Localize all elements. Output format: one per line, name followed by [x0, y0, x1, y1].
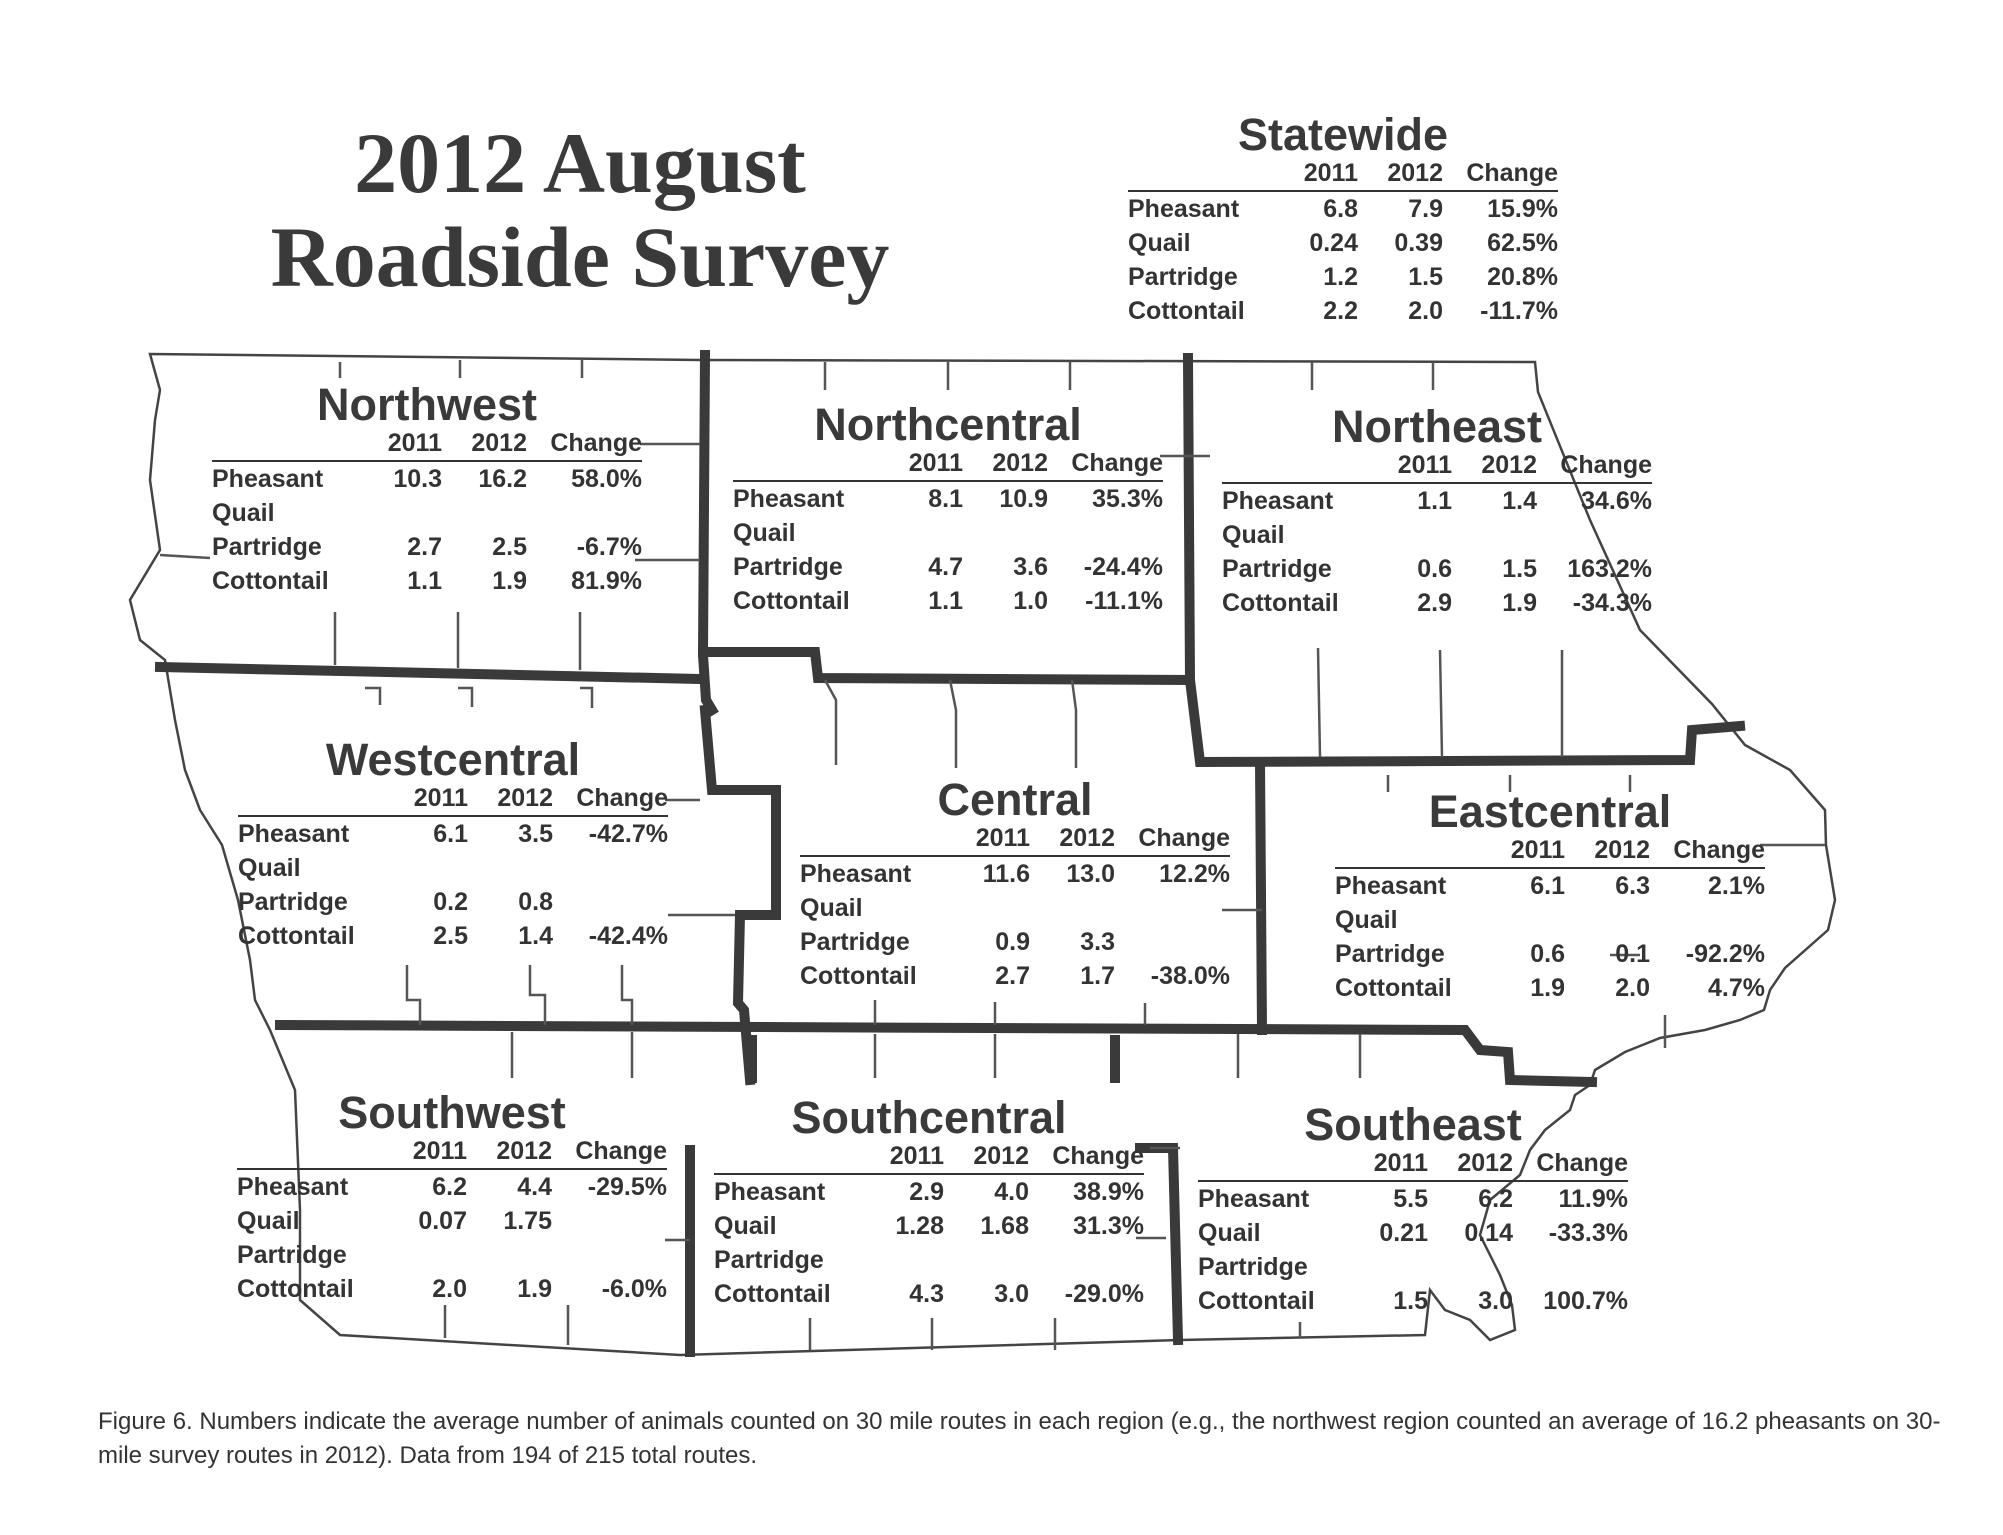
table-cell [1358, 1250, 1428, 1284]
species-label: Quail [733, 519, 796, 547]
table-cell: 6.2 [1478, 1185, 1513, 1213]
column-header-change: Change [1029, 1143, 1144, 1174]
table-cell: 1.4 [518, 922, 553, 950]
table-cell [468, 851, 553, 885]
table-cell: 3.0 [1478, 1287, 1513, 1315]
table-cell: 1.9 [1530, 974, 1565, 1002]
table-cell: 0.07 [418, 1207, 467, 1235]
table-cell: -6.7% [576, 533, 642, 561]
column-header-change: Change [1537, 452, 1652, 483]
table-cell: 81.9% [571, 567, 642, 595]
species-label: Quail [800, 894, 863, 922]
table-header-row [237, 1138, 667, 1169]
column-header-y1: 2011 [893, 450, 963, 481]
column-header-y1: 2011 [960, 825, 1030, 856]
species-label: Cottontail [238, 922, 355, 950]
species-label: Quail [237, 1207, 300, 1235]
table-cell: 11.6 [982, 860, 1030, 888]
boundary-nc-c [703, 652, 1188, 680]
table-row [714, 1277, 1144, 1311]
table-header-row [212, 430, 642, 461]
species-label: Cottontail [1128, 297, 1245, 325]
table-cell: 163.2% [1567, 555, 1652, 583]
species-label: Cottontail [1335, 974, 1452, 1002]
table-row [1198, 1216, 1628, 1250]
table-cell: -29.0% [1064, 1280, 1144, 1308]
table-header-row [800, 825, 1230, 856]
table-row [212, 530, 642, 564]
species-label: Cottontail [212, 567, 329, 595]
table-cell [442, 496, 527, 530]
table-row [1222, 518, 1652, 552]
table-cell: 2.5 [492, 533, 527, 561]
table-cell: 1.2 [1323, 263, 1358, 291]
species-label: Quail [1222, 521, 1285, 549]
region-table [1128, 160, 1558, 328]
table-cell: 62.5% [1487, 229, 1558, 257]
table-cell: 1.5 [1408, 263, 1443, 291]
table-row [714, 1209, 1144, 1243]
table-cell: 20.8% [1487, 263, 1558, 291]
table-cell: 100.7% [1543, 1287, 1628, 1315]
column-header-y2: 2012 [468, 785, 553, 816]
table-cell: 6.8 [1323, 195, 1358, 223]
column-header-y1: 2011 [372, 430, 442, 461]
region-name: Central [937, 774, 1093, 825]
table-cell: 8.1 [928, 485, 963, 513]
column-header-y1: 2011 [398, 785, 468, 816]
boundary-nw-wc [160, 667, 700, 679]
table-row [1335, 971, 1765, 1005]
table-cell: 6.1 [433, 820, 468, 848]
species-label: Quail [714, 1212, 777, 1240]
table-cell: 2.0 [1615, 974, 1650, 1002]
table-row [1222, 586, 1652, 620]
table-cell: -42.7% [588, 820, 668, 848]
species-label: Partridge [238, 888, 348, 916]
table-row [800, 891, 1230, 925]
table-cell: 1.0 [1013, 587, 1048, 615]
column-header-change: Change [553, 785, 668, 816]
table-cell [553, 851, 668, 885]
table-cell [944, 1243, 1029, 1277]
table-cell: 0.6 [1530, 940, 1565, 968]
table-cell: 2.0 [1408, 297, 1443, 325]
table-cell [1495, 903, 1565, 937]
table-cell [1048, 516, 1163, 550]
column-header-change: Change [552, 1138, 667, 1169]
table-cell: 1.9 [492, 567, 527, 595]
table-cell: -29.5% [587, 1173, 667, 1201]
species-label: Cottontail [800, 962, 917, 990]
table-cell [553, 885, 668, 919]
table-row [800, 925, 1230, 959]
region-table [714, 1143, 1144, 1311]
table-cell: -34.3% [1572, 589, 1652, 617]
table-cell: -11.7% [1480, 297, 1558, 325]
region-eastcentral [1335, 787, 1765, 1005]
table-cell: 58.0% [571, 465, 642, 493]
table-cell [1513, 1250, 1628, 1284]
species-label: Cottontail [714, 1280, 831, 1308]
table-cell: 0.9 [995, 928, 1030, 956]
species-label: Cottontail [1222, 589, 1339, 617]
table-cell: 11.9% [1558, 1185, 1628, 1213]
table-row [714, 1174, 1144, 1209]
table-cell: 1.1 [407, 567, 442, 595]
species-label: Pheasant [1128, 195, 1240, 223]
column-header-change: Change [1048, 450, 1163, 481]
table-cell: 2.9 [1417, 589, 1452, 617]
region-name: Northcentral [814, 399, 1082, 450]
table-cell: 13.0 [1066, 860, 1115, 888]
column-header-change: Change [1115, 825, 1230, 856]
table-cell: 1.75 [503, 1207, 552, 1235]
table-cell: 2.0 [432, 1275, 467, 1303]
table-cell [1115, 925, 1230, 959]
table-cell: 1.1 [928, 587, 963, 615]
column-header-change: Change [527, 430, 642, 461]
region-central [800, 775, 1230, 993]
table-cell: 2.7 [995, 962, 1030, 990]
boundary-sc-se [1140, 1148, 1178, 1340]
column-header-y2: 2012 [1565, 837, 1650, 868]
table-cell: 2.5 [433, 922, 468, 950]
region-name: Eastcentral [1428, 786, 1672, 837]
region-northeast [1222, 402, 1652, 620]
region-table [733, 450, 1163, 618]
region-southeast [1198, 1100, 1628, 1318]
table-cell: 2.7 [407, 533, 442, 561]
column-header-y2: 2012 [963, 450, 1048, 481]
column-header-change: Change [1650, 837, 1765, 868]
column-header-y2: 2012 [1030, 825, 1115, 856]
table-cell: -92.2% [1685, 940, 1765, 968]
table-cell: 0.1 [1615, 940, 1650, 968]
boundary-c-ec [1260, 762, 1262, 1030]
species-label: Quail [1198, 1219, 1261, 1247]
table-cell [1428, 1250, 1513, 1284]
table-cell: 38.9% [1073, 1178, 1144, 1206]
table-row [733, 584, 1163, 618]
figure-caption: Figure 6. Numbers indicate the average number of animals counted on 30 mile routes in each region (e.g., the northwest region counted an average of 16.2 pheasants on 30-mile survey routes in 2012). Data from 194 of 215 total routes. [98, 1408, 1941, 1469]
table-cell: -38.0% [1150, 962, 1230, 990]
column-header-y2: 2012 [1428, 1150, 1513, 1181]
table-cell: -33.3% [1548, 1219, 1628, 1247]
region-southcentral [714, 1093, 1144, 1311]
table-header-row [1198, 1150, 1628, 1181]
table-cell: 31.3% [1073, 1212, 1144, 1240]
table-cell: 10.3 [393, 465, 442, 493]
table-header-row [714, 1143, 1144, 1174]
table-cell: 1.5 [1502, 555, 1537, 583]
table-cell: 1.4 [1502, 487, 1537, 515]
table-cell: 1.9 [1502, 589, 1537, 617]
region-northwest [212, 380, 642, 598]
table-cell: 2.2 [1323, 297, 1358, 325]
region-name: Northeast [1331, 401, 1543, 452]
table-cell: 4.3 [909, 1280, 944, 1308]
table-cell [398, 851, 468, 885]
table-row [1128, 294, 1558, 328]
table-cell [552, 1204, 667, 1238]
table-row [212, 564, 642, 598]
column-header-y2: 2012 [1452, 452, 1537, 483]
region-table [800, 825, 1230, 993]
table-row [238, 816, 668, 851]
table-cell: 4.0 [994, 1178, 1029, 1206]
species-label: Cottontail [237, 1275, 354, 1303]
species-label: Pheasant [238, 820, 350, 848]
table-cell: 34.6% [1581, 487, 1652, 515]
region-westcentral [238, 735, 668, 953]
page-title-line-1: 2012 August [354, 115, 806, 211]
table-cell [963, 516, 1048, 550]
region-name: Southcentral [791, 1092, 1067, 1143]
species-label: Quail [238, 854, 301, 882]
table-cell: -24.4% [1083, 553, 1163, 581]
region-table [1222, 452, 1652, 620]
table-cell: 0.21 [1379, 1219, 1428, 1247]
table-cell: 1.5 [1393, 1287, 1428, 1315]
table-cell [467, 1238, 552, 1272]
species-label: Partridge [714, 1246, 824, 1274]
table-cell: 1.28 [895, 1212, 944, 1240]
table-cell: 2.1% [1708, 872, 1765, 900]
table-cell [527, 496, 642, 530]
table-row [1198, 1181, 1628, 1216]
table-row [237, 1272, 667, 1306]
table-cell: 15.9% [1487, 195, 1558, 223]
region-name: Northwest [316, 379, 537, 430]
region-statewide [1128, 110, 1558, 328]
species-label: Partridge [733, 553, 843, 581]
table-row [1198, 1250, 1628, 1284]
region-table [212, 430, 642, 598]
table-row [238, 851, 668, 885]
table-row [237, 1204, 667, 1238]
table-row [1335, 868, 1765, 903]
table-cell [552, 1238, 667, 1272]
table-row [1128, 260, 1558, 294]
region-table [237, 1138, 667, 1306]
table-row [1198, 1284, 1628, 1318]
table-cell: 3.0 [994, 1280, 1029, 1308]
table-cell: 1.1 [1417, 487, 1452, 515]
region-table [1335, 837, 1765, 1005]
table-cell [1537, 518, 1652, 552]
table-row [733, 550, 1163, 584]
species-label: Pheasant [1198, 1185, 1310, 1213]
table-cell [874, 1243, 944, 1277]
column-header-y1: 2011 [1495, 837, 1565, 868]
column-header-y2: 2012 [442, 430, 527, 461]
table-cell: 16.2 [478, 465, 527, 493]
column-header-y1: 2011 [1358, 1150, 1428, 1181]
species-label: Pheasant [800, 860, 912, 888]
table-cell: 6.1 [1530, 872, 1565, 900]
species-label: Pheasant [237, 1173, 349, 1201]
column-header-change: Change [1443, 160, 1558, 191]
species-label: Quail [1128, 229, 1191, 257]
table-cell: 2.9 [909, 1178, 944, 1206]
column-header-y2: 2012 [944, 1143, 1029, 1174]
table-cell [960, 891, 1030, 925]
region-name: Statewide [1237, 109, 1449, 160]
table-cell [1029, 1243, 1144, 1277]
species-label: Quail [1335, 906, 1398, 934]
table-cell: 3.6 [1013, 553, 1048, 581]
column-header-y1: 2011 [874, 1143, 944, 1174]
table-row [212, 461, 642, 496]
table-cell: -6.0% [601, 1275, 667, 1303]
species-label: Partridge [1222, 555, 1332, 583]
table-row [714, 1243, 1144, 1277]
species-label: Partridge [237, 1241, 347, 1269]
table-cell: 1.7 [1080, 962, 1115, 990]
column-header-y2: 2012 [467, 1138, 552, 1169]
species-label: Pheasant [212, 465, 324, 493]
species-label: Partridge [1198, 1253, 1308, 1281]
table-cell: 0.14 [1464, 1219, 1513, 1247]
species-label: Partridge [800, 928, 910, 956]
table-header-row [1128, 160, 1558, 191]
table-row [238, 885, 668, 919]
species-label: Partridge [1335, 940, 1445, 968]
table-cell [1030, 891, 1115, 925]
table-cell: 6.3 [1615, 872, 1650, 900]
table-row [800, 856, 1230, 891]
table-cell: 35.3% [1092, 485, 1163, 513]
table-cell [1452, 518, 1537, 552]
table-row [1335, 903, 1765, 937]
region-name: Southwest [338, 1087, 566, 1138]
species-label: Quail [212, 499, 275, 527]
table-header-row [238, 785, 668, 816]
table-row [237, 1238, 667, 1272]
table-cell [1115, 891, 1230, 925]
column-header-y2: 2012 [1358, 160, 1443, 191]
table-row [1128, 226, 1558, 260]
table-cell [1565, 903, 1650, 937]
table-cell: 0.6 [1417, 555, 1452, 583]
table-row [1335, 937, 1765, 971]
region-table [1198, 1150, 1628, 1318]
table-cell: -11.1% [1085, 587, 1163, 615]
table-cell: 12.2% [1159, 860, 1230, 888]
species-label: Pheasant [733, 485, 845, 513]
table-row [1222, 483, 1652, 518]
table-row [1128, 191, 1558, 226]
column-header-y1: 2011 [1382, 452, 1452, 483]
region-northcentral [733, 400, 1163, 618]
table-row [212, 496, 642, 530]
table-cell: 5.5 [1393, 1185, 1428, 1213]
table-row [238, 919, 668, 953]
table-header-row [733, 450, 1163, 481]
column-header-y1: 2011 [397, 1138, 467, 1169]
table-cell: 1.68 [980, 1212, 1029, 1240]
column-header-change: Change [1513, 1150, 1628, 1181]
boundary-central-south [280, 1025, 1592, 1082]
table-cell: 10.9 [999, 485, 1048, 513]
table-cell: 0.39 [1394, 229, 1443, 257]
table-cell: 0.24 [1309, 229, 1358, 257]
table-cell: 4.7% [1708, 974, 1765, 1002]
table-cell [1382, 518, 1452, 552]
species-label: Pheasant [714, 1178, 826, 1206]
table-cell: 6.2 [432, 1173, 467, 1201]
table-cell [372, 496, 442, 530]
table-cell: 3.3 [1080, 928, 1115, 956]
species-label: Cottontail [1198, 1287, 1315, 1315]
species-label: Partridge [212, 533, 322, 561]
table-cell: -42.4% [588, 922, 668, 950]
table-cell [893, 516, 963, 550]
table-row [733, 516, 1163, 550]
table-row [237, 1169, 667, 1204]
table-header-row [1222, 452, 1652, 483]
table-cell: 7.9 [1408, 195, 1443, 223]
table-cell [1650, 903, 1765, 937]
species-label: Pheasant [1222, 487, 1334, 515]
table-cell: 4.7 [928, 553, 963, 581]
table-row [800, 959, 1230, 993]
column-header-y1: 2011 [1288, 160, 1358, 191]
table-cell: 0.2 [433, 888, 468, 916]
table-cell: 0.8 [518, 888, 553, 916]
table-row [1222, 552, 1652, 586]
species-label: Partridge [1128, 263, 1238, 291]
species-label: Cottontail [733, 587, 850, 615]
table-cell: 3.5 [518, 820, 553, 848]
page-title-line-2: Roadside Survey [270, 209, 890, 305]
table-cell [397, 1238, 467, 1272]
region-table [238, 785, 668, 953]
region-name: Westcentral [325, 734, 581, 785]
region-name: Southeast [1304, 1099, 1522, 1150]
table-row [733, 481, 1163, 516]
table-cell: 1.9 [517, 1275, 552, 1303]
table-cell: 4.4 [517, 1173, 552, 1201]
region-southwest [237, 1088, 667, 1306]
table-header-row [1335, 837, 1765, 868]
species-label: Pheasant [1335, 872, 1447, 900]
